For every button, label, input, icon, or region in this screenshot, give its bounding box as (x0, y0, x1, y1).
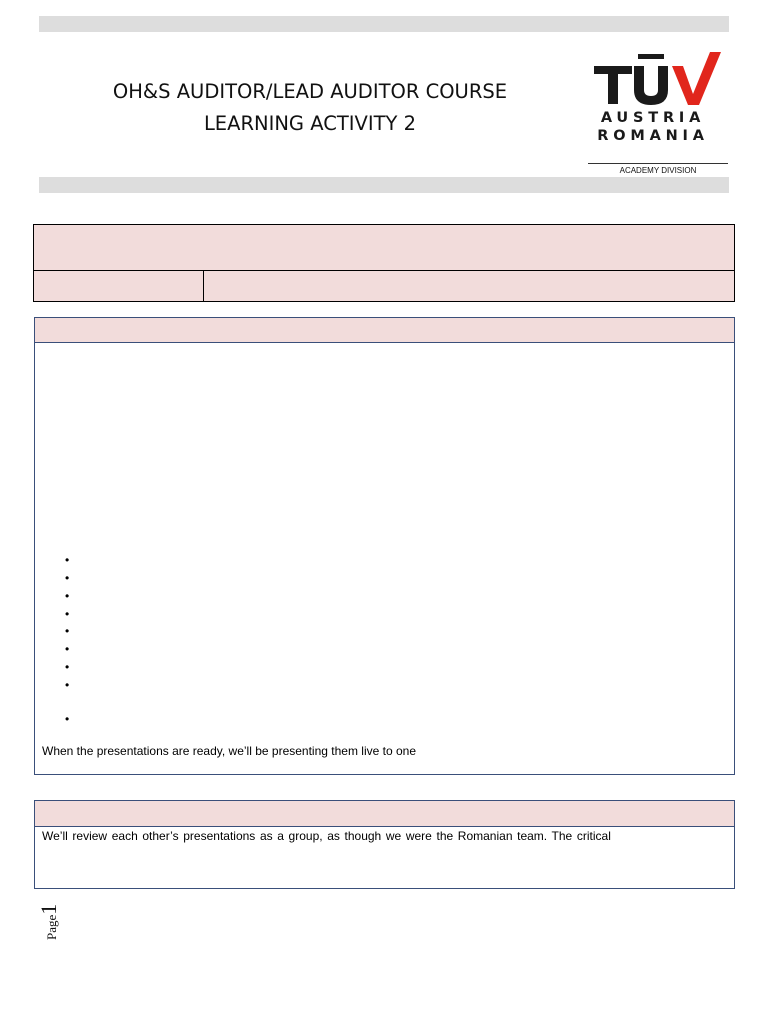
bullet-list (35, 343, 734, 774)
page-label: Page (44, 914, 59, 940)
page-title (80, 76, 540, 140)
header-bottom-bar (39, 177, 729, 193)
info-table-value-cell (203, 270, 735, 302)
bullet-item: • (65, 589, 70, 603)
page-number-value: 1 (36, 903, 61, 915)
bullet-item: • (65, 642, 70, 656)
bullet-item: • (65, 712, 70, 726)
activity-title-line: LEARNING ACTIVITY 2 (203, 112, 417, 135)
review-section (34, 800, 735, 889)
info-table (33, 224, 735, 302)
logo-divider (588, 163, 728, 164)
tuv-wordmark (592, 50, 722, 110)
bullet-item: • (65, 607, 70, 621)
section-header (35, 801, 734, 827)
bullet-item: • (65, 624, 70, 638)
bullet-item: • (65, 678, 70, 692)
presentation-note: When the presentations are ready, we’ll be presenting them live to one (42, 744, 416, 758)
logo-division-label: ACADEMY DIVISION (619, 166, 697, 175)
header-top-bar (39, 16, 729, 32)
section-body (35, 827, 734, 888)
tuv-logo (588, 50, 728, 178)
logo-line-austria: AUSTRIA (600, 110, 706, 126)
section-body (35, 343, 734, 774)
bullet-item: • (65, 660, 70, 674)
course-title-line: OH&S AUDITOR/LEAD AUDITOR COURSE (112, 80, 508, 103)
page-number (36, 904, 62, 940)
logo-line-romania: ROMANIA (597, 128, 709, 144)
activity-instructions-section (34, 317, 735, 775)
info-table-header-cell (33, 224, 735, 271)
section-header (35, 318, 734, 343)
review-text: We’ll review each other’s presentations as a group, as though we were the Romanian team. The critical (42, 829, 611, 843)
bullet-item: • (65, 553, 70, 567)
info-table-label-cell (33, 270, 204, 302)
bullet-item: • (65, 571, 70, 585)
